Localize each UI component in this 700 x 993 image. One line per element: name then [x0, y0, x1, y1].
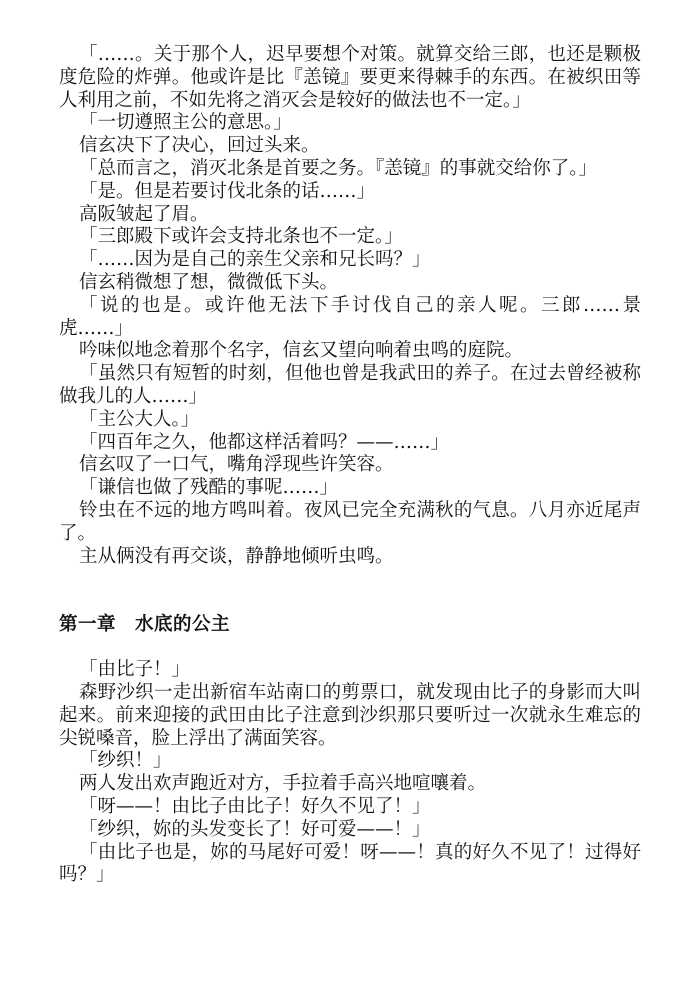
paragraph: 森野沙织一走出新宿车站南口的剪票口，就发现由比子的身影而大叫起来。前来迎接的武田由比子注意到沙织那只要听过一次就永生难忘的尖锐嗓音，脸上浮出了满面笑容。 [59, 681, 641, 749]
document-page [59, 44, 641, 887]
paragraph: 「虽然只有短暂的时刻，但他也曾是我武田的养子。在过去曾经被称做我儿的人……」 [59, 363, 641, 407]
paragraph: 主从俩没有再交谈，静静地倾听虫鸣。 [79, 545, 394, 567]
paragraph: 两人发出欢声跑近对方，手拉着手高兴地喧嚷着。 [79, 773, 487, 795]
paragraph: 「谦信也做了残酷的事呢……」 [79, 477, 339, 499]
paragraph: 「纱织！」 [79, 750, 172, 772]
section-chapter-one [59, 659, 641, 887]
paragraph: 「呀——！由比子由比子！好久不见了！」 [79, 795, 431, 817]
paragraph: 「四百年之久，他都这样活着吗？——……」 [79, 431, 450, 453]
paragraph: 铃虫在不远的地方鸣叫着。夜风已完全充满秋的气息。八月亦近尾声了。 [59, 499, 641, 544]
paragraph: 高阪皱起了眉。 [79, 203, 209, 225]
paragraph: 「是。但是若要讨伐北条的话……」 [79, 180, 376, 202]
paragraph: 「总而言之，消灭北条是首要之务。『恙镜』的事就交给你了。」 [79, 157, 598, 179]
paragraph: 「由比子也是，妳的马尾好可爱！呀——！真的好久不见了！过得好吗？」 [59, 841, 641, 886]
chapter-spacer [59, 637, 641, 659]
paragraph: 「由比子！」 [79, 659, 191, 681]
paragraph: 「……。关于那个人，迟早要想个对策。就算交给三郎，也还是颗极度危险的炸弹。他或许是比『恙镜』要更来得棘手的东西。在被织田等人利用之前，不如先将之消灭会是较好的做法也不一定。」 [59, 44, 641, 111]
section-spacer [59, 568, 641, 614]
paragraph: 「……因为是自己的亲生父亲和兄长吗？」 [79, 249, 431, 271]
chapter-title: 第一章 水底的公主 [59, 614, 231, 636]
paragraph: 「三郎殿下或许会支持北条也不一定。」 [79, 226, 403, 248]
paragraph: 吟味似地念着那个名字，信玄又望向响着虫鸣的庭院。 [79, 340, 524, 362]
section-prologue [59, 44, 641, 568]
paragraph: 「说的也是。或许他无法下手讨伐自己的亲人呢。三郎……景虎……」 [59, 294, 641, 339]
paragraph: 「主公大人。」 [79, 408, 200, 430]
paragraph: 「纱织，妳的头发变长了！好可爱——！」 [79, 818, 431, 840]
paragraph: 信玄稍微想了想，微微低下头。 [79, 271, 339, 293]
paragraph: 信玄决下了决心，回过头来。 [79, 135, 320, 157]
paragraph: 信玄叹了一口气，嘴角浮现些许笑容。 [79, 454, 394, 476]
paragraph: 「一切遵照主公的意思。」 [79, 112, 292, 134]
